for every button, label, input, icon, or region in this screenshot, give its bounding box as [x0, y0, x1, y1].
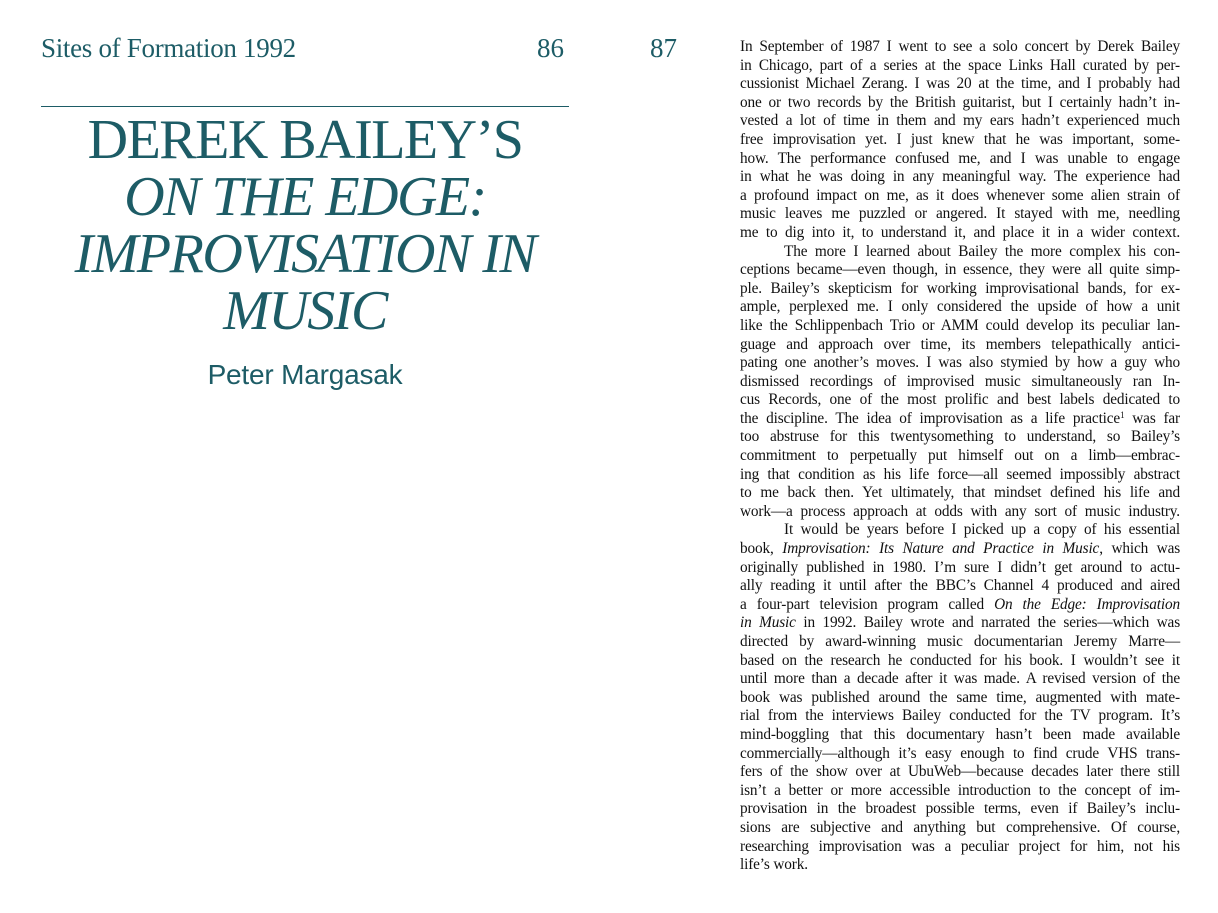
text-line: until more than a decade after it was made. A revised version of the [740, 670, 1180, 688]
text-line: guage and approach over time, its members telepathically antici- [740, 335, 1180, 353]
title-line-2: ON THE EDGE: [124, 166, 486, 228]
text-line: researching improvisation was a peculiar project for him, not his [740, 837, 1180, 855]
page-number-left: 86 [537, 33, 564, 63]
text-line: ally reading it until after the BBC’s Channel 4 produced and aired [740, 577, 1180, 595]
text-fragment: the discipline. The idea of improvisation as a life practice [740, 409, 1121, 427]
text-line: free improvisation yet. I just knew that he was important, some- [740, 130, 1180, 148]
text-line: life’s work. [740, 856, 808, 874]
text-line: to me back then. Yet ultimately, that mindset defined his life and [740, 484, 1180, 502]
text-line: cus Records, one of the most prolific and best labels dedicated to [740, 391, 1180, 409]
text-line: one or two records by the British guitarist, but I certainly hadn’t in- [740, 93, 1180, 111]
chapter-title [41, 109, 569, 342]
text-line: rial from the interviews Bailey conducted for the TV program. It’s [740, 707, 1180, 725]
text-fragment: was far [1124, 409, 1180, 427]
text-fragment: in 1992. Bailey wrote and narrated the series—which was [795, 614, 1180, 632]
text-line: commercially—although it’s easy enough to find crude VHS trans- [740, 744, 1180, 762]
text-line: directed by award-winning music documentarian Jeremy Marre— [740, 633, 1180, 650]
text-line: It would be years before I picked up a copy of his essential [784, 521, 1180, 539]
text-line: like the Schlippenbach Trio or AMM could develop its peculiar lan- [740, 316, 1180, 334]
text-line: ceptions became—even though, in essence, they were all quite simp- [740, 261, 1180, 279]
title-line-1: DEREK BAILEY’S [87, 109, 523, 171]
text-fragment: , which was [1099, 540, 1181, 558]
text-line: provisation in the broadest possible terms, even if Bailey’s inclu- [740, 800, 1180, 818]
text-line: The more I learned about Bailey the more complex his con- [784, 242, 1180, 260]
text-line: ample, perplexed me. I only considered the upside of how a unit [740, 298, 1180, 316]
text-line: isn’t a better or more accessible introduction to the concept of im- [740, 781, 1180, 799]
book-title: Improvisation: Its Nature and Practice in Music [782, 540, 1100, 558]
show-title: in Music [740, 614, 796, 632]
text-line: cussionist Michael Zerang. I was 20 at the time, and I probably had [740, 75, 1180, 93]
text-line [740, 614, 1180, 633]
text-line: a profound impact on me, as it does whenever some alien strain of [740, 186, 1180, 204]
author-name: Peter Margasak [207, 359, 403, 390]
title-line-3: IMPROVISATION IN [74, 223, 536, 285]
text-line: in what he was doing in any meaningful way. The experience had [740, 168, 1180, 186]
text-line: ple. Bailey’s skepticism for working improvisational bands, for ex- [740, 279, 1180, 297]
running-head: Sites of Formation 1992 [41, 33, 296, 63]
text-line [740, 596, 1180, 615]
text-line: in Chicago, part of a series at the space Links Hall curated by per- [740, 56, 1180, 74]
text-line: mind-boggling that this documentary hasn’t been made available [740, 725, 1180, 743]
text-line: too abstruse for this twentysomething to understand, so Bailey’s [740, 428, 1180, 446]
text-line: book was published around the same time, augmented with mate- [740, 688, 1180, 706]
text-line: dismissed recordings of improvised music simultaneously ran In- [740, 372, 1180, 390]
body-text [740, 38, 1180, 875]
text-line: vested a lot of time in them and my ears hadn’t experienced much [740, 112, 1180, 130]
text-fragment: a four-part television program called [740, 595, 995, 613]
text-line [740, 540, 1180, 559]
text-line: based on the research he conducted for his book. I wouldn’t see it [740, 651, 1180, 669]
title-line-4: MUSIC [223, 280, 387, 342]
text-line: commitment to perpetually put himself out on a limb—embrac- [740, 447, 1180, 465]
page-number-right: 87 [650, 33, 677, 63]
footnote-marker[interactable]: 1 [1120, 409, 1125, 420]
text-line: In September of 1987 I went to see a solo concert by Derek Bailey [740, 38, 1180, 55]
text-line: work—a process approach at odds with any sort of music industry. [740, 502, 1180, 520]
show-title: On the Edge: Improvisation [994, 595, 1180, 613]
text-fragment: book, [740, 540, 783, 558]
text-line: fers of the show over at UbuWeb—because decades later there still [740, 763, 1180, 781]
text-line: how. The performance confused me, and I was unable to engage [740, 149, 1180, 167]
text-line: originally published in 1980. I’m sure I didn’t get around to actu- [740, 558, 1180, 576]
text-line: sions are subjective and anything but comprehensive. Of course, [740, 818, 1180, 836]
text-line: pating one another’s moves. I was also stymied by how a guy who [740, 354, 1180, 372]
text-line-footnote [740, 410, 1180, 429]
text-line: ing that condition as his life force—all seemed impossibly abstract [740, 465, 1180, 483]
text-line: me to dig into it, to understand it, and place it in a wider context. [740, 223, 1180, 241]
title-rule [41, 106, 569, 107]
text-line: music leaves me puzzled or angered. It stayed with me, needling [740, 205, 1180, 223]
